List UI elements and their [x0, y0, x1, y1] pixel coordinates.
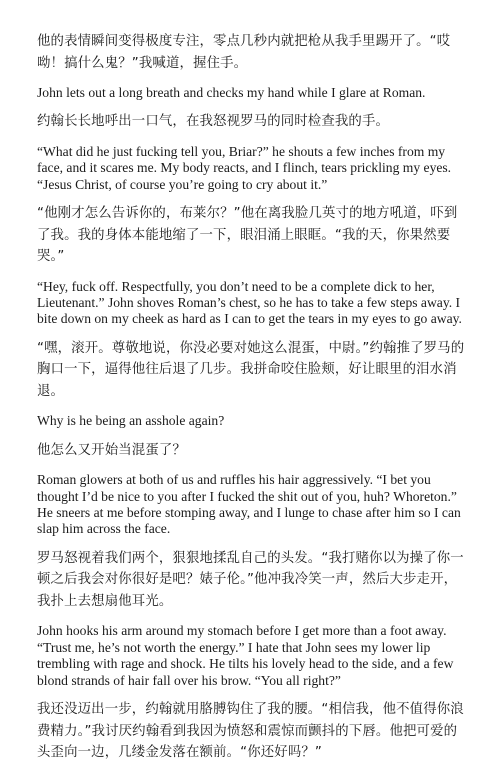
paragraph-en-5: Roman glowers at both of us and ruffles his hair aggressively. “I bet you thought I’d be nice to you after I fucked the shit out of you, huh? Whoreton.” He sneers at me before stomping away, and I lunge to chase after him so I can slap him across the face. [37, 472, 461, 537]
paragraph-en-6: John hooks his arm around my stomach before I get more than a foot away. “Trust me, he’s not worth the energy.” I hate that John sees my lower lip trembling with rage and shock. He tilts his lovely head to the side, and a few blond strands of hair fall over his brow. “You all right?” [37, 623, 454, 688]
paragraph-zh-4: “嘿，滚开。尊敬地说，你没必要对她这么混蛋，中尉。”约翰推了罗马的胸口一下，逼得他往后退了几步。我拼命咬住脸颊，好让眼里的泪水消退。 [37, 340, 465, 399]
document-body [37, 31, 465, 764]
paragraph-en-2: “What did he just fucking tell you, Briar?” he shouts a few inches from my face, and it scares me. My body reacts, and I flinch, tears prickling my eyes. “Jesus Christ, of course you’re going to cry about it.” [37, 143, 452, 192]
paragraph-zh-5: 他怎么又开始当混蛋了？ [37, 442, 186, 458]
paragraph-zh-6: 罗马怒视着我们两个，狠狠地揉乱自己的头发。“我打赌你以为操了你一顿之后我会对你很好是吧？婊子伦。”他冲我冷笑一声，然后大步走开，我扑上去想扇他耳光。 [37, 550, 464, 609]
paragraph-en-1: John lets out a long breath and checks my hand while I glare at Roman. [37, 85, 426, 100]
paragraph-zh-1: 他的表情瞬间变得极度专注，零点几秒内就把枪从我手里踢开了。“哎呦！搞什么鬼？”我喊道，握住手。 [37, 34, 451, 71]
paragraph-en-4: Why is he being an asshole again? [37, 413, 225, 429]
paragraph-zh-7: 我还没迈出一步，约翰就用胳膊钩住了我的腰。“相信我，他不值得你浪费精力。”我讨厌约翰看到我因为愤怒和震惊而颤抖的下唇。他把可爱的头歪向一边，几缕金发落在额前。“你还好吗？” [37, 702, 464, 760]
paragraph-en-3: “Hey, fuck off. Respectfully, you don’t need to be a complete dick to her, Lieutenant.” John shoves Roman’s chest, so he has to take a few steps away. I bite down on my cheek as hard as I can to get the tears in my eyes to go away. [37, 278, 462, 327]
paragraph-zh-2: 约翰长长地呼出一口气，在我怒视罗马的同时检查我的手。 [37, 114, 390, 130]
paragraph-zh-3: “他刚才怎么告诉你的，布莱尔？”他在离我脸几英寸的地方吼道，吓到了我。我的身体本能地缩了一下，眼泪涌上眼眶。“我的天，你果然要哭。” [37, 206, 458, 265]
